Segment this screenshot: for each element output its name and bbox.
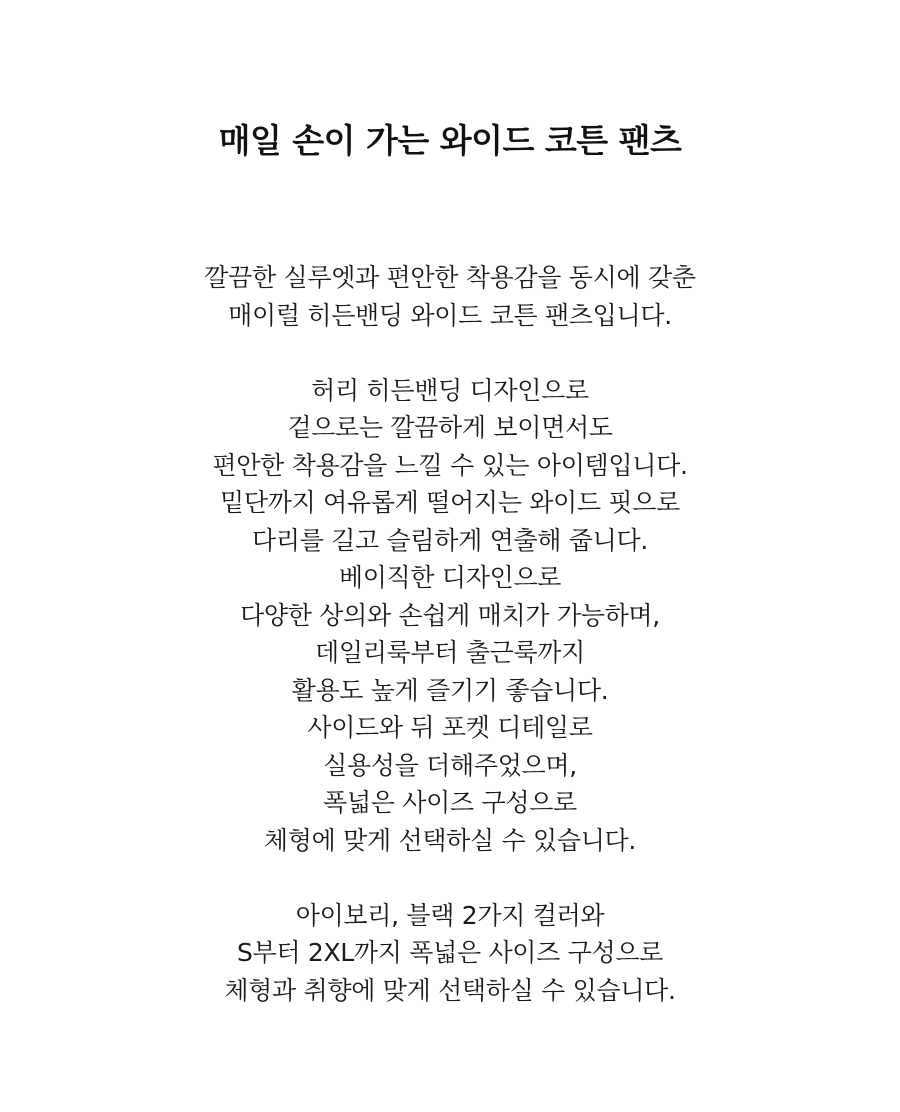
options-paragraph <box>0 897 900 1010</box>
description-line: 깔끔한 실루엣과 편안한 착용감을 동시에 갖춘 <box>204 263 696 292</box>
page-title: 매일 손이 가는 와이드 코튼 팬츠 <box>218 121 682 160</box>
description-line: 아이보리, 블랙 2가지 컬러와 <box>295 900 605 930</box>
description-line: 체형에 맞게 선택하실 수 있습니다. <box>263 825 637 855</box>
description-line: 겉으로는 깔끔하게 보이면서도 <box>287 413 613 442</box>
description-line: 다리를 길고 슬림하게 연출해 줍니다. <box>252 525 648 555</box>
description-line: 활용도 높게 즐기기 좋습니다. <box>291 675 609 705</box>
description-line: 사이드와 뒤 포켓 디테일로 <box>307 713 593 742</box>
description-line: 밑단까지 여유롭게 떨어지는 와이드 핏으로 <box>220 488 680 517</box>
description-line: 실용성을 더해주었으며, <box>323 750 577 780</box>
description-line: 체형과 취향에 맞게 선택하실 수 있습니다. <box>224 975 676 1005</box>
description-line: 데일리룩부터 출근룩까지 <box>315 638 585 667</box>
intro-paragraph <box>0 259 900 334</box>
description-line: S부터 2XL까지 폭넓은 사이즈 구성으로 <box>236 938 664 967</box>
description-line: 매이럴 히든밴딩 와이드 코튼 팬츠입니다. <box>228 300 672 330</box>
description-line: 베이직한 디자인으로 <box>338 563 562 592</box>
features-paragraph <box>0 372 900 860</box>
description-body <box>0 259 900 1009</box>
description-line: 편안한 착용감을 느낄 수 있는 아이템입니다. <box>212 450 688 480</box>
description-line: 폭넓은 사이즈 구성으로 <box>323 788 577 817</box>
description-line: 다양한 상의와 손쉽게 매치가 가능하며, <box>240 600 660 630</box>
description-line: 허리 히든밴딩 디자인으로 <box>311 375 589 405</box>
